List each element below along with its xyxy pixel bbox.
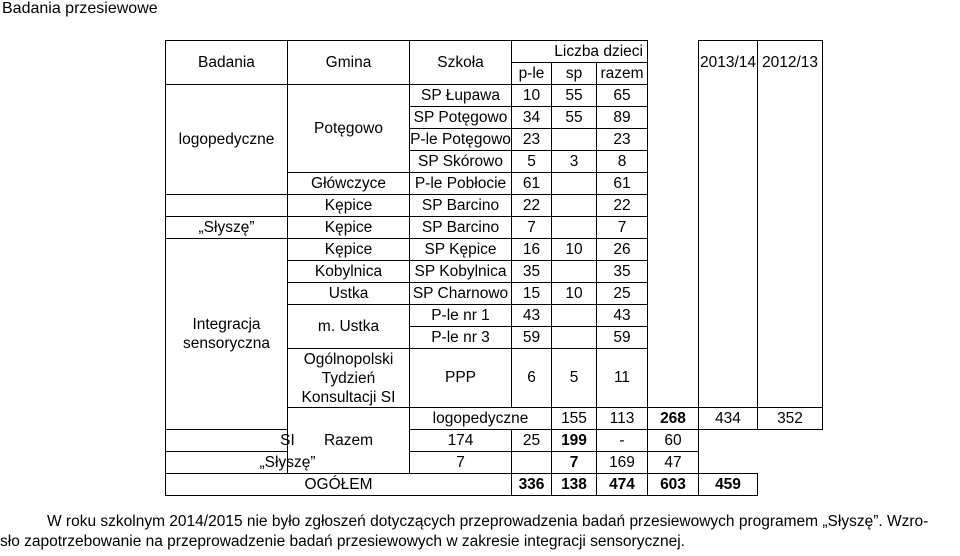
table-cell: SP Kępice [410,239,512,261]
table-cell: 7 [552,452,597,474]
table-cell: 15 [512,283,552,305]
table-cell: 10 [552,283,597,305]
table-cell: Kępice [288,217,410,239]
table-cell: 352 [758,408,823,430]
table-cell: 3 [552,151,597,173]
table-cell: 35 [512,261,552,283]
table-cell: 22 [512,195,552,217]
group-slysze: „Słyszę” [166,217,288,239]
table-cell: 25 [512,430,552,452]
table-cell [552,305,597,327]
group-logopedyczne: logopedyczne [166,85,288,195]
page-title: Badania przesiewowe [2,0,158,17]
table-cell: SP Barcino [410,195,512,217]
table-cell: 155 [552,408,597,430]
header-year-2012-13: 2012/13 [758,41,823,85]
table-cell: 336 [512,474,552,496]
header-year-2013-14: 2013/14 [699,41,758,85]
table-cell: 474 [597,474,648,496]
header-ple: p-le [512,63,552,85]
table-cell: SP Kobylnica [410,261,512,283]
header-razem: razem [597,63,648,85]
table-cell [166,195,288,217]
table-cell: Główczyce [288,173,410,195]
table-cell: Kępice [288,195,410,217]
table-cell [552,327,597,349]
table-cell: P-le nr 1 [410,305,512,327]
table-cell: 603 [648,474,699,496]
table-cell: 8 [597,151,648,173]
table-cell: SP Potęgowo [410,107,512,129]
table-cell: 35 [597,261,648,283]
table-cell: Kępice [288,239,410,261]
table-cell: 5 [512,151,552,173]
table-cell: 11 [597,349,648,408]
table-cell [552,173,597,195]
summary-label: logopedyczne [410,408,552,430]
table-cell: 7 [597,217,648,239]
table-cell: 5 [552,349,597,408]
table-cell: 47 [648,452,699,474]
summary-label: „Słyszę” [166,452,410,474]
table-cell: - [597,430,648,452]
table-cell: SP Skórowo [410,151,512,173]
summary-label: SI [166,430,410,452]
table-cell: 268 [648,408,699,430]
gmina-potegowo: Potęgowo [288,85,410,173]
table-cell: 59 [597,327,648,349]
header-badania: Badania [166,41,288,85]
table-cell: 61 [597,173,648,195]
table-cell: SP Barcino [410,217,512,239]
header-liczba-dzieci: Liczba dzieci [512,41,648,63]
summary-ogolem-label: OGÓŁEM [166,474,512,496]
table-cell: Ustka [288,283,410,305]
table-cell: 43 [597,305,648,327]
table-cell [552,217,597,239]
table-cell: 7 [410,452,512,474]
table-cell: 6 [512,349,552,408]
table-cell: SP Łupawa [410,85,512,107]
table-cell: 23 [597,129,648,151]
group-razem: Razem [288,408,410,474]
table-cell: 65 [597,85,648,107]
table-cell: 55 [552,85,597,107]
table-cell: 10 [512,85,552,107]
table-cell: 174 [410,430,512,452]
table-cell: P-le Pobłocie [410,173,512,195]
table-cell: 89 [597,107,648,129]
table-cell: P-le nr 3 [410,327,512,349]
table-cell: 16 [512,239,552,261]
table-cell: 138 [552,474,597,496]
table-cell: 10 [552,239,597,261]
table-cell: 34 [512,107,552,129]
table-cell [552,129,597,151]
footnote [0,512,960,552]
table-cell: 22 [597,195,648,217]
table-cell [552,195,597,217]
screening-table [165,40,823,496]
header-sp: sp [552,63,597,85]
table-cell: P-le Potęgowo [410,129,512,151]
footnote-line-2: sło zapotrzebowanie na przeprowadzenie badań przesiewowych w zakresie integracji sensorycznej. [0,533,685,550]
table-cell: 23 [512,129,552,151]
table-cell: SP Charnowo [410,283,512,305]
gmina-m-ustka: m. Ustka [288,305,410,349]
table-cell [512,452,552,474]
table-cell [552,261,597,283]
table-cell: 60 [648,430,699,452]
footnote-line-1: W roku szkolnym 2014/2015 nie było zgłoszeń dotyczących przeprowadzenia badań przesiewowych programem „Słyszę”. Wzro- [47,513,929,530]
table-cell: 61 [512,173,552,195]
table-cell: 55 [552,107,597,129]
table-cell: Kobylnica [288,261,410,283]
table-cell: 459 [699,474,758,496]
table-cell: 169 [597,452,648,474]
table-cell: 43 [512,305,552,327]
group-integracja: Integracja sensoryczna [166,239,288,430]
table-cell: 26 [597,239,648,261]
header-gmina: Gmina [288,41,410,85]
table-cell: 113 [597,408,648,430]
gmina-ogolnopolski: Ogólnopolski Tydzień Konsultacji SI [288,349,410,408]
header-szkola: Szkoła [410,41,512,85]
table-cell: PPP [410,349,512,408]
table-cell: 25 [597,283,648,305]
table-cell: 199 [552,430,597,452]
table-cell: 434 [699,408,758,430]
table-cell: 7 [512,217,552,239]
table-cell: 59 [512,327,552,349]
